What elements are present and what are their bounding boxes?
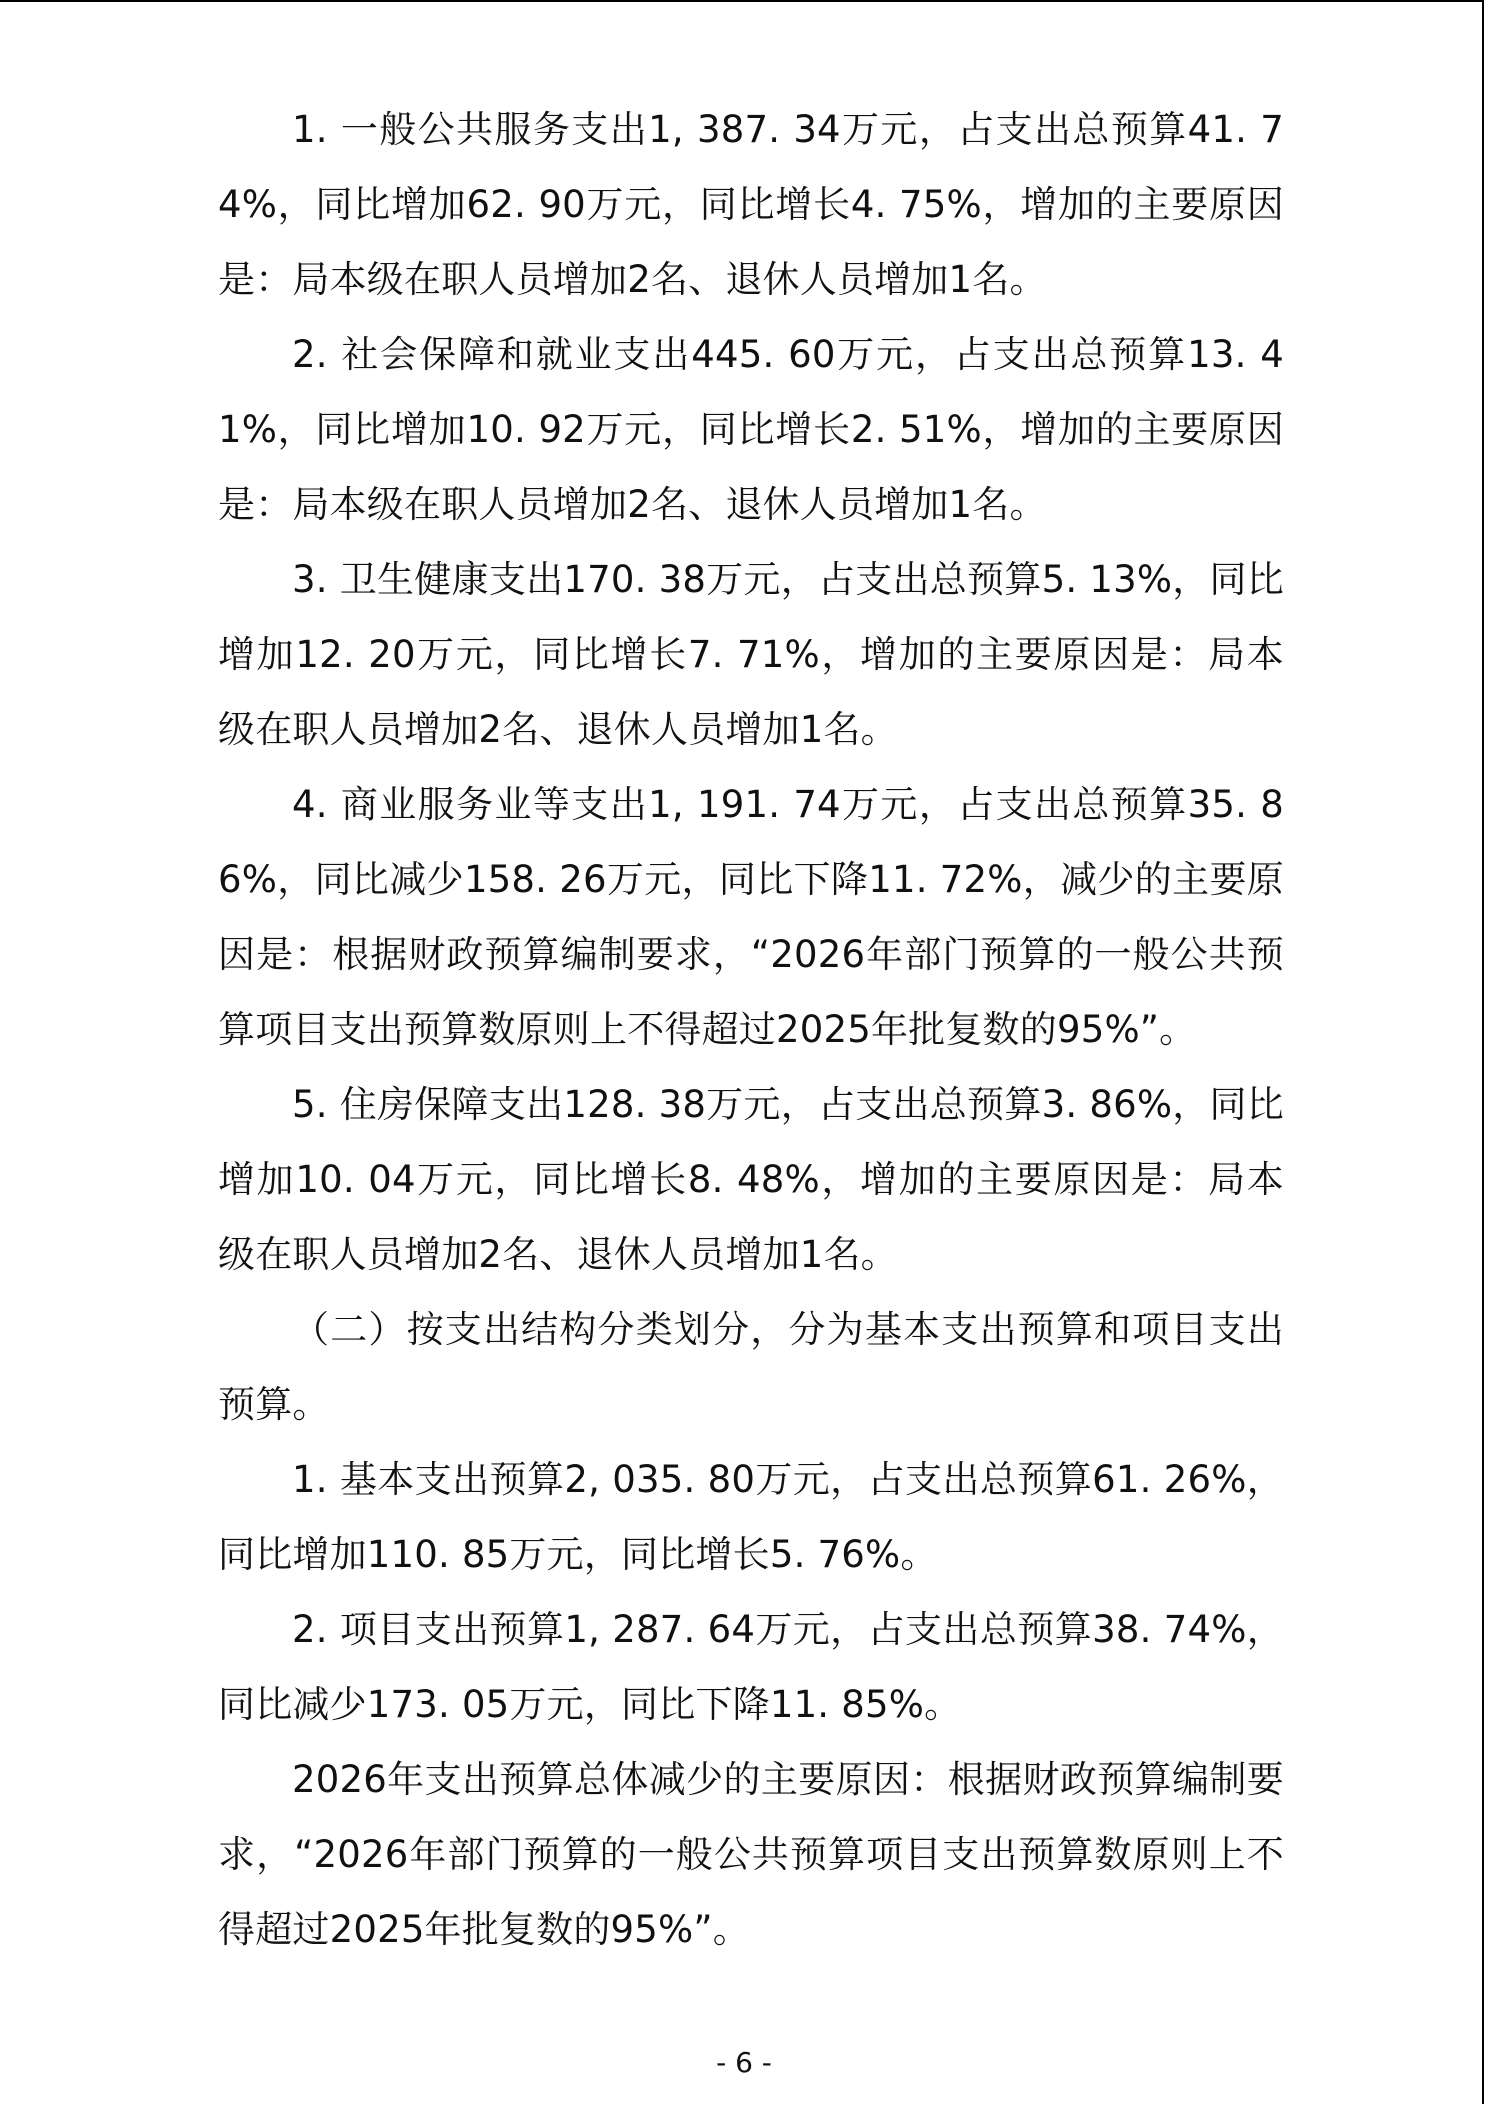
paragraph-housing: 5. 住房保障支出128. 38万元，占支出总预算3. 86%，同比增加10. 04万元，同比增长8. 48%，增加的主要原因是：局本级在职人员增加2名、退休人员增加1名。 [218, 1083, 1284, 1276]
paragraph-commercial-services: 4. 商业服务业等支出1, 191. 74万元，占支出总预算35. 86%，同比减少158. 26万元，同比下降11. 72%，减少的主要原因是：根据财政预算编制要求，“2026年部门预算的一般公共预算项目支出预算数原则上不得超过2025年批复数的95%”。 [218, 783, 1284, 1051]
paragraph-overall-decrease-reason: 2026年支出预算总体减少的主要原因：根据财政预算编制要求，“2026年部门预算的一般公共预算项目支出预算数原则上不得超过2025年批复数的95%”。 [218, 1758, 1284, 1951]
paragraph-social-security: 2. 社会保障和就业支出445. 60万元，占支出总预算13. 41%，同比增加10. 92万元，同比增长2. 51%，增加的主要原因是：局本级在职人员增加2名、退休人员增加1名。 [218, 333, 1284, 526]
paragraph-general-public-services: 1. 一般公共服务支出1, 387. 34万元，占支出总预算41. 74%，同比增加62. 90万元，同比增长4. 75%，增加的主要原因是：局本级在职人员增加2名、退休人员增加1名。 [218, 108, 1284, 301]
page-number: - 6 - [716, 2046, 772, 2079]
paragraph-basic-expenditure: 1. 基本支出预算2, 035. 80万元，占支出总预算61. 26%，同比增加110. 85万元，同比增长5. 76%。 [218, 1458, 1284, 1576]
paragraph-health: 3. 卫生健康支出170. 38万元，占支出总预算5. 13%，同比增加12. 20万元，同比增长7. 71%，增加的主要原因是：局本级在职人员增加2名、退休人员增加1名。 [218, 558, 1284, 751]
paragraph-project-expenditure: 2. 项目支出预算1, 287. 64万元，占支出总预算38. 74%，同比减少173. 05万元，同比下降11. 85%。 [218, 1608, 1284, 1726]
section-heading-expenditure-structure: （二）按支出结构分类划分，分为基本支出预算和项目支出预算。 [218, 1308, 1284, 1426]
document-body [218, 92, 1284, 1967]
